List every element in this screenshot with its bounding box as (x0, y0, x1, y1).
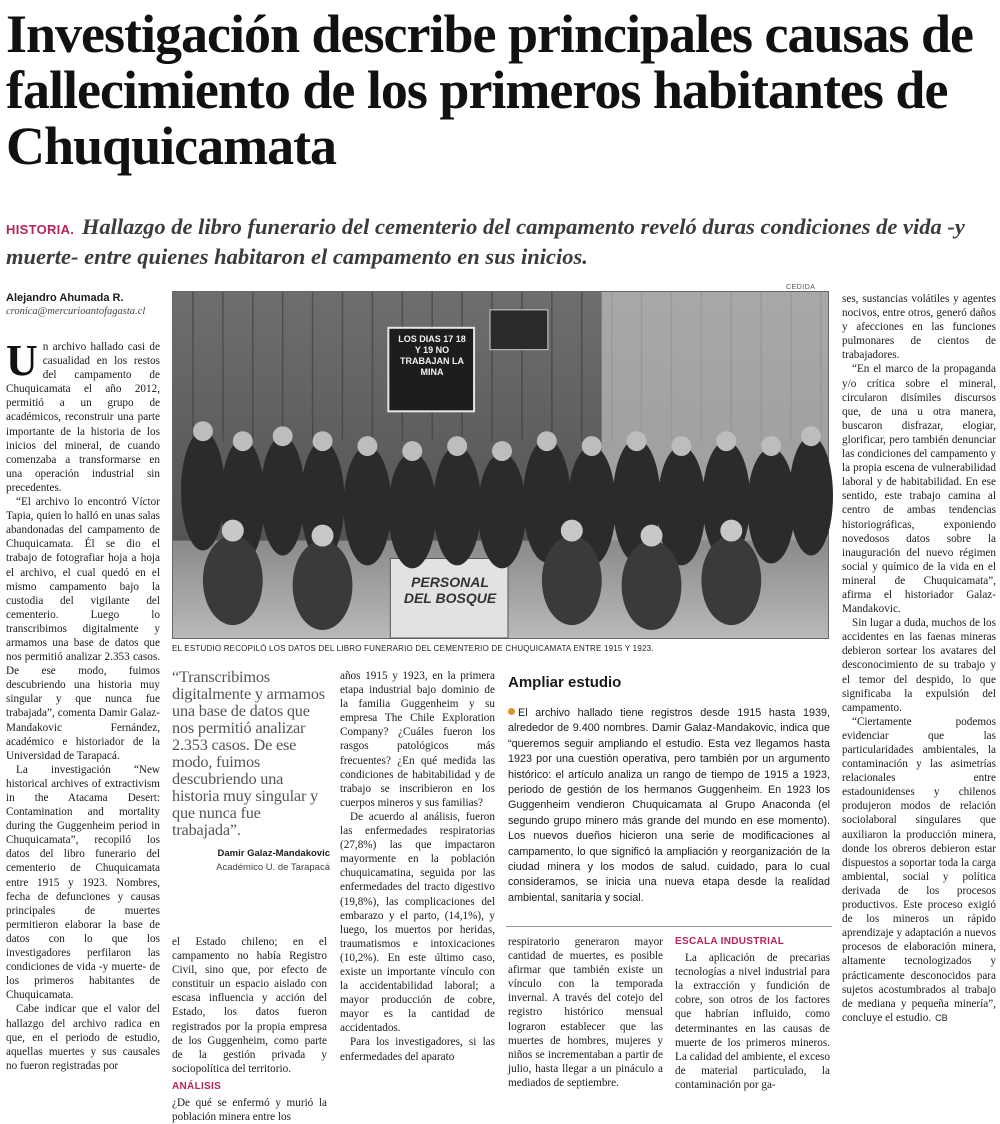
photo-caption: EL ESTUDIO RECOPILÓ LOS DATOS DEL LIBRO FUNERARIO DEL CEMENTERIO DE CHUQUICAMATA ENTRE 1915 Y 1923. (172, 644, 654, 653)
photo-credit: CEDIDA (786, 284, 816, 291)
col6-para-4 (842, 715, 996, 1025)
col5-para-1: La aplicación de precarias tecnologías a nivel industrial para la extracción y fundición de cobre, son otros de los factores que habrían influido, como determinantes en las causas de muerte de los primeros mineros. La calidad del ambiente, el exceso de material particulado, la contaminación por ga- (675, 952, 830, 1091)
author-email[interactable]: cronica@mercurioantofagasta.cl (6, 306, 146, 317)
subhead-escala-industrial: ESCALA INDUSTRIAL (675, 936, 785, 947)
column-3 (340, 669, 495, 1117)
section-tag: HISTORIA. (6, 222, 75, 237)
historic-photo (172, 291, 829, 639)
column-4 (508, 935, 663, 1117)
col6-para-4-text: “Ciertamente podemos evidenciar que las particularidades ambientales, la contaminación y las asimetrías relacionales entre estadounidenses y chilenos produjeron modos de relación sociolaboral singulares que auxiliaron la producción minera, donde los obreros debieron estar dispuestos a soportar toda la carga ambiental, social y política derivada de los procesos productivos. Este proceso exigió de los mineros un rápido aprendizaje y adaptación a nuevos procesos de elaboración minera, altamente tecnologizados y prácticamente desconocidos para sujetos acostumbrados al trabajo de mediana y pequeña minería”, concluye el estudio. (842, 715, 996, 1024)
sign-personal-del-bosque: PERSONAL DEL BOSQUE (403, 574, 497, 606)
col3-para-1: años 1915 y 1923, en la primera etapa industrial bajo dominio de la familia Guggenheim y su empresa The Chile Exploration Company? ¿Cuáles fueron los rasgos patológicos más frecuentes? ¿En qué medida las condiciones de habitabilidad y de trabajo se inscribieron en los cuerpos mineros y sus familias? (340, 670, 495, 809)
byline (6, 292, 166, 317)
sign-mine-closed: LOS DIAS 17 18 Y 19 NO TRABAJAN LA MINA (398, 334, 466, 377)
column-1 (6, 336, 160, 1118)
pull-quote (172, 668, 330, 873)
col1-para-3: La investigación “New historical archives of extractivism in the Atacama Desert: Contamination and mortality during the Guggenheim period in Chuquicamata”, recopiló los datos del libro funerario del cementerio de Chuquicamata entre 1915 y 1923. Nombres, fecha de defunciones y causas principales de muertes permitieron elaborar la base de datos con lo que los investigadores perfilaron las condiciones de vida -y muerte- de los primeros habitantes de Chuquicamata. (6, 763, 160, 1002)
headline: Investigación describe principales causas de fallecimiento de los primeros habitantes de Chuquicamata (6, 4, 974, 176)
col6-para-3: Sin lugar a duda, muchos de los accidentes en las faenas mineras debieron sortear los avatares del desconocimiento de su trabajo y el temor del despido, lo que significaba la expulsión del campamento. (842, 617, 996, 714)
column-6 (842, 292, 996, 1117)
sidebar-box-title: Ampliar estudio (508, 674, 622, 691)
column-5 (675, 935, 830, 1117)
col2-para-1: el Estado chileno; en el campamento no había Registro Civil, sino que, por efecto de constituir un espacio aislado con escasa influencia y acción del Estado, los datos fueron registrados por la propia empresa de los Guggenheim, como parte de la gestión privada y sociopolítica del territorio. (172, 936, 327, 1075)
pull-quote-role: Académico U. de Tarapacá (216, 862, 330, 873)
col3-para-3: Para los investigadores, si las enfermedades del aparato (340, 1036, 495, 1063)
deck-text: Hallazgo de libro funerario del cementerio del campamento reveló duras condiciones de vida -y muerte- entre quienes habitaron el campamento en sus inicios. (6, 214, 965, 269)
subhead-analisis: ANÁLISIS (172, 1080, 222, 1092)
col2-para-2: ¿De qué se enfermó y murió la población minera entre los (172, 1097, 327, 1124)
drop-cap: U (6, 336, 38, 385)
pull-quote-text: “Transcribimos digitalmente y armamos una base de datos que nos permitió analizar 2.353 casos. De ese modo, fuimos descubriendo una historia muy singular y que nunca fue trabajada”. (172, 667, 325, 839)
col1-para-1: n archivo hallado casi de casualidad en los restos del campamento de Chuquicamata el año 2012, permitió a un grupo de académicos, reconstruir una parte importante de la historia de los inicios del mineral, de cuando comenzaba a transformarse en una operación industrial sin precedentes. (6, 341, 160, 494)
sidebar-box-text: El archivo hallado tiene registros desde 1915 hasta 1939, alrededor de 9.400 nombres. Damir Galaz-Mandakovic, indica que “queremos seguir ampliando el estudio. Esta vez llegamos hasta 1923 por una cuestión operativa, pero también por un argumento histórico: el artículo analiza un rango de tiempo de 1915 a 1923, periodo de gestión de los hermanos Guggenheim. En 1923 los Guggenheim vendieron Chuquicamata al Grupo Anaconda (el segundo grupo minero más grande del mundo en ese momento). Los nuevos dueños hicieron una serie de modificaciones al campamento, lo que significó la ampliación y reorganización de la ciudad minera y los modos de salud. cuidado, para lo cual consideramos, se inicia una nueva etapa desde la realidad ambiental, sanitaria y social. (508, 707, 830, 904)
deck (6, 213, 991, 270)
col6-para-2: “En el marco de la propaganda y/o crítica sobre el mineral, circularon disímiles discursos que, de una u otra manera, buscaron disfrazar, elogiar, glorificar, pero también denunciar las condiciones del campamento y la propia escena de vulnerabilidad laboral y de habitabilidad. En ese sentido, este trabajo camina al centro de ambas tendencias historiográficas, exponiendo novedosos datos sobre la inauguración del nuevo régimen social y químico de la vida en el mineral de Chuquicamata”, afirma el historiador Galaz-Mandakovic. (842, 363, 996, 616)
col6-para-1: ses, sustancias volátiles y agentes nocivos, entre otros, generó daños y afecciones en las funciones pulmonares de cientos de trabajadores. (842, 293, 996, 362)
col1-para-2: “El archivo lo encontró Víctor Tapia, quien lo halló en unas salas abandonadas del campamento de Chuquicamata. Él se dio el trabajo de fotografiar hoja a hoja el archivo, el cual quedó en el mismo campamento bajo la custodia del vigilante del cementerio. Luego lo transcribimos digitalmente y armamos una base de datos que nos permitió analizar 2.353 casos. De ese modo, fuimos descubriendo una historia muy singular y que nunca fue trabajada”, comenta Damir Galaz-Mandakovic Fernández, académico e historiador de la Universidad de Tarapacá. (6, 496, 160, 762)
col4-para-1: respiratorio generaron mayor cantidad de muertes, es posible afirmar que también existe un vínculo con la temporada invernal. A través del cotejo del registro histórico mensual lograron establecer que las muertes de hombres, mujeres y niños se incrementaban a partir de julio, hasta llegar a un pináculo a mediados de septiembre. (508, 936, 663, 1089)
end-mark: CB (935, 1012, 948, 1023)
col3-para-2: De acuerdo al análisis, fueron las enfermedades respiratorias (27,8%) las que impactaron mayormente en la población chuquicamatina, seguida por las enfermedades del tracto digestivo (19,8%), las complicaciones del embarazo y el parto, (14,1%), y luego, los muertos por heridas, traumatismos e intoxicaciones (10,2%). En este último caso, existe un importante vínculo con la accidentabilidad laboral; a mayor producción de cobre, mayor es la cantidad de accidentados. (340, 810, 495, 1035)
bullet-icon (508, 708, 515, 715)
sidebar-box-body (508, 706, 830, 906)
divider (506, 926, 832, 927)
column-2 (172, 935, 327, 1124)
author-name: Alejandro Ahumada R. (6, 292, 124, 304)
col1-para-4: Cabe indicar que el valor del hallazgo del archivo radica en que, en el periodo de estudio, aquellas muertes y sus causales no fueron registradas por (6, 1003, 160, 1072)
pull-quote-author: Damir Galaz-Mandakovic (217, 848, 330, 859)
